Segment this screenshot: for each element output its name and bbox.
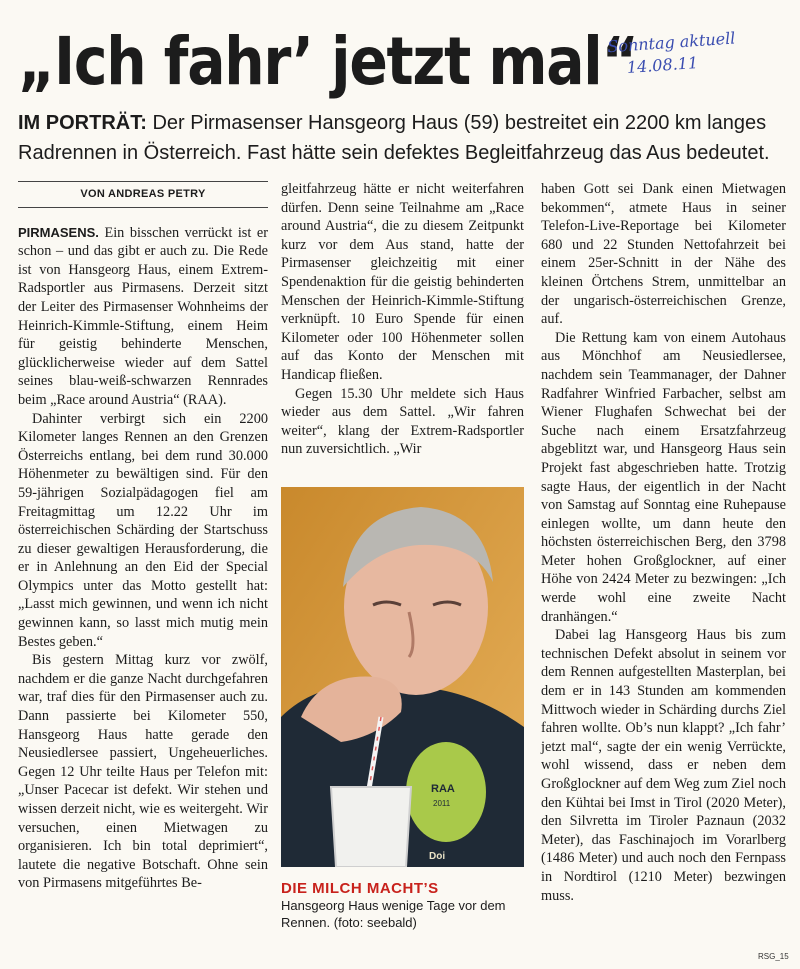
- handwritten-source: Sonntag aktuell: [606, 28, 736, 57]
- article-column-1: [18, 178, 268, 893]
- intro-text: Der Pirmasenser Hansgeorg Haus (59) bestreitet ein 2200 km langes Radrennen in Österreich. Fast hätte sein defektes Begleitfahrzeug das Aus bedeutet.: [18, 112, 770, 164]
- column-2-paragraph-2: Gegen 15.30 Uhr meldete sich Haus wieder aus dem Sattel. „Wir fahren weiter“, klang der Extrem-Radsportler nun zuversichtlich. „Wir: [281, 385, 524, 458]
- column-3-paragraph-3: Dabei lag Hansgeorg Haus bis zum technischen Defekt absolut in seinem vor dem Rennen aufgestellten Masterplan, bei dem er in 143 Stunden am kommenden Mittwoch wieder in Schärding durchs Ziel fahren wollte. Ob’s nun klappt? „Ich fahr’ jetzt mal“, sagte der ein wenig Verrückte, wohl wissend, dass er neben dem Großglockner auf dem Weg zum Ziel noch den Kühtai bei Imst in Tirol (2020 Meter), den Silvretta im Tiroler Paznaun (2032 Meter), das Faschinajoch im Vorarlberg (1486 Meter) und auch noch den Fernpass in Nordtirol (1210 Meter) bezwingen muss.: [541, 627, 786, 904]
- handwritten-date: 14.08.11: [626, 53, 699, 77]
- caption-title: DIE MILCH MACHT’S: [281, 880, 439, 897]
- page-code: RSG_15: [758, 952, 789, 961]
- column-1-paragraph-3: Bis gestern Mittag kurz vor zwölf, nachdem er die ganze Nacht durchgefahren war, traf dies für den Pirmasenser auch zu. Dann passierte bei Kilometer 550, Hansgeorg Haus hatte gerade den Neusiedlersee passiert, Ungeheuerliches. Gegen 12 Uhr teilte Haus per Telefon mit: „Unser Pacecar ist defekt. Wir stehen und wissen derzeit nicht, wie es weitergeht. Wir versuchen, einen Mietwagen zu organisieren. Ich bin total deprimiert“, lautete die negative Botschaft. Ohne sein von Pirmasens mitgeführtes Be-: [18, 652, 268, 892]
- cup-text: Doi: [429, 851, 446, 862]
- byline: VON ANDREAS PETRY: [18, 181, 268, 208]
- headline: „Ich fahr’ jetzt mal“: [18, 23, 638, 100]
- article-column-2: [281, 180, 524, 459]
- caption-text: Hansgeorg Haus wenige Tage vor dem Rennen. (foto: seebald): [281, 898, 506, 930]
- photo-caption: [281, 880, 524, 931]
- column-1-paragraph-2: Dahinter verbirgt sich ein 2200 Kilometer langes Rennen an den Grenzen Österreichs entlang, bei dem rund 30.000 Höhenmeter zu bewältigen sind. Für den 59-jährigen Sozialpädagogen fiel am Freitagmittag um 12.22 Uhr im österreichischen Schärding der Startschuss zu dieser gewaltigen Herausforderung, die er in Anlehnung an den Eid der Special Olympics unter das Motto gestellt hat: „Lasst mich gewinnen, und wenn ich nicht gewinnen kann, so lasst mich mutig mein Bestes geben.“: [18, 410, 268, 650]
- intro-kicker: IM PORTRÄT:: [18, 112, 147, 134]
- column-1-paragraph-1-text: Ein bisschen verrückt ist er schon – und das gibt er auch zu. Die Rede ist von Hansgeorg Haus, einem Extrem-Radsportler aus Pirmasens. Derzeit sitzt der Leiter des Pirmasenser Wohnheims der Heinrich-Kimmle-Stiftung, einem Heim für geistig behinderte Menschen, glücklicherweise wieder auf dem Sattel seines blau-weiß-schwarzen Rennrades beim „Race around Austria“ (RAA).: [18, 224, 269, 408]
- column-3-paragraph-1: haben Gott sei Dank einen Mietwagen bekommen“, atmete Haus in seiner Telefon-Live-Reportage bei Kilometer 680 und 22 Stunden Nettofahrzeit bei einem 25er-Schnitt in der Nähe des kleinen Örtchens Strem, unmittelbar an der ungarisch-österreichischen Grenze, auf.: [541, 181, 786, 328]
- milk-glass: [331, 787, 411, 867]
- dateline: PIRMASENS.: [18, 224, 99, 240]
- column-2-paragraph-1: gleitfahrzeug hätte er nicht weiterfahren dürfen. Denn seine Teilnahme am „Race around Austria“, die zu diesem Zeitpunkt kurz vor dem Aus stand, hatte der Pirmasenser gleichzeitig mit einer Spendenaktion für die geistig behinderten Menschen der Heinrich-Kimmle-Stiftung verknüpft. 10 Euro Spende für einen Kilometer oder 100 Höhenmeter sollen auf das Konto der Menschen mit Handicap fließen.: [281, 181, 524, 383]
- article-photo: [281, 487, 524, 867]
- article-column-3: [541, 180, 786, 905]
- shirt-logo-subtext: 2011: [433, 799, 451, 808]
- shirt-logo-text: RAA: [431, 783, 455, 795]
- intro-paragraph: [18, 108, 788, 168]
- column-3-paragraph-2: Die Rettung kam von einem Autohaus aus Mönchhof am Neusiedlersee, nachdem sein Teammanager, der Dahner Radfahrer Winfried Farbacher, selbst am Wiener Flughafen Schwechat bei der Suche nach einem Ersatzfahrzeug abgeblitzt war, und Hansgeorg Haus sein Projekt fast abgeschrieben hatte. Trotzig sagte Haus, der eigentlich in der Nacht von Samstag auf Sonntag eine Ruhepause einlegen wollte, um dann heute den höchsten österreichischen Berg, den 3798 Meter hohen Großglockner, auf einer Höhe von 2424 Meter zu bezwingen: „Ich werde wohl eine zweite Nacht dranhängen.“: [541, 329, 786, 625]
- column-1-paragraph-1: [18, 224, 268, 410]
- photo-illustration: [281, 487, 524, 867]
